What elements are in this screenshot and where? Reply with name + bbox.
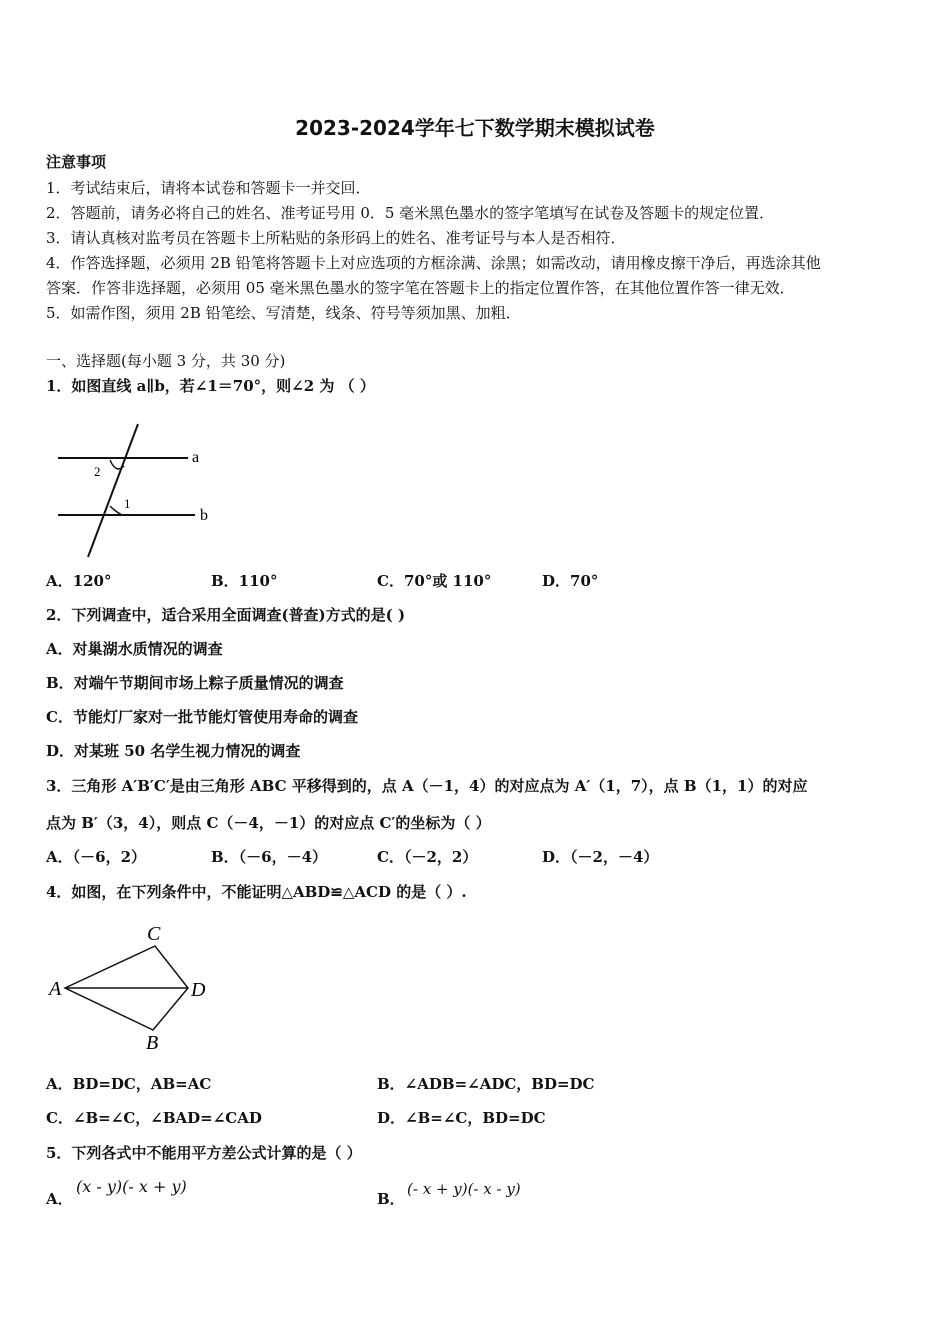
section-heading: 一、选择题(每小题 3 分，共 30 分) (46, 352, 286, 370)
q2-option-c[interactable]: C．节能灯厂家对一批节能灯管使用寿命的调查 (46, 708, 358, 726)
q3-option-d[interactable]: D．（－2，－4） (542, 848, 659, 866)
q5-option-b-expr: (- x + y)(- x - y) (407, 1180, 521, 1198)
notice-item: 2．答题前，请务必将自己的姓名、准考证号用 0．5 毫米黑色墨水的签字笔填写在试卷及答题卡的规定位置． (46, 204, 775, 222)
question-3-stem-cont: 点为 B′（3，4），则点 C（－4，－1）的对应点 C′的坐标为（ ） (46, 814, 491, 832)
q4-option-d[interactable]: D．∠B=∠C，BD=DC (377, 1109, 546, 1127)
notice-item: 1．考试结束后，请将本试卷和答题卡一并交回． (46, 179, 371, 197)
q3-option-a[interactable]: A．（－6，2） (46, 848, 147, 866)
angle-2-label: 2 (94, 464, 101, 479)
vertex-c-label: C (147, 923, 161, 945)
question-3-stem: 3．三角形 A′B′C′是由三角形 ABC 平移得到的，点 A（－1，4）的对应点为 A′（1，7），点 B（1，1）的对应 (46, 777, 808, 795)
q5-option-b-label[interactable]: B． (377, 1190, 405, 1208)
q4-option-a[interactable]: A．BD=DC，AB=AC (46, 1075, 212, 1093)
line-b-label: b (200, 507, 208, 524)
notice-item: 4．作答选择题，必须用 2B 铅笔将答题卡上对应选项的方框涂满、涂黑；如需改动，请用橡皮擦干净后，再选涂其他 (46, 254, 821, 272)
q1-option-c[interactable]: C．70°或 110° (377, 572, 492, 590)
q1-option-b[interactable]: B．110° (211, 572, 278, 590)
q1-option-a[interactable]: A．120° (46, 572, 112, 590)
question-5-stem: 5．下列各式中不能用平方差公式计算的是（ ） (46, 1144, 362, 1162)
q4-option-c[interactable]: C．∠B=∠C，∠BAD=∠CAD (46, 1109, 262, 1127)
q2-option-b[interactable]: B．对端午节期间市场上粽子质量情况的调查 (46, 674, 344, 692)
question-1-stem: 1．如图直线 a∥b，若∠1＝70°，则∠2 为 （ ） (46, 377, 375, 395)
notice-item: 答案．作答非选择题，必须用 05 毫米黑色墨水的签字笔在答题卡上的指定位置作答，在其他位置作答一律无效． (46, 279, 795, 297)
vertex-a-label: A (49, 978, 62, 1000)
line-a-label: a (192, 449, 200, 466)
notice-item: 5．如需作图，须用 2B 铅笔绘、写清楚，线条、符号等须加黑、加粗． (46, 304, 521, 322)
parallel-lines-figure (50, 418, 220, 563)
vertex-b-label: B (146, 1032, 159, 1054)
q3-option-c[interactable]: C．（－2，2） (377, 848, 478, 866)
angle-1-label: 1 (124, 496, 131, 511)
q2-option-d[interactable]: D．对某班 50 名学生视力情况的调查 (46, 742, 301, 760)
notice-item: 3．请认真核对监考员在答题卡上所粘贴的条形码上的姓名、准考证号与本人是否相符． (46, 229, 626, 247)
question-4-stem: 4．如图，在下列条件中，不能证明△ABD≌△ACD 的是（ ）. (46, 883, 467, 901)
q4-option-b[interactable]: B．∠ADB=∠ADC，BD=DC (377, 1075, 595, 1093)
question-2-stem: 2．下列调查中，适合采用全面调查(普查)方式的是( ) (46, 606, 406, 624)
q5-option-a-label[interactable]: A． (46, 1190, 73, 1208)
vertex-d-label: D (191, 979, 206, 1001)
q3-option-b[interactable]: B．（－6，－4） (211, 848, 328, 866)
q2-option-a[interactable]: A．对巢湖水质情况的调查 (46, 640, 223, 658)
q1-option-d[interactable]: D．70° (542, 572, 599, 590)
q5-option-a-expr: (x - y)(- x + y) (76, 1177, 187, 1196)
notice-heading: 注意事项 (46, 153, 107, 171)
page-title: 2023-2024学年七下数学期末模拟试卷 (295, 116, 655, 140)
triangle-figure (45, 918, 225, 1058)
